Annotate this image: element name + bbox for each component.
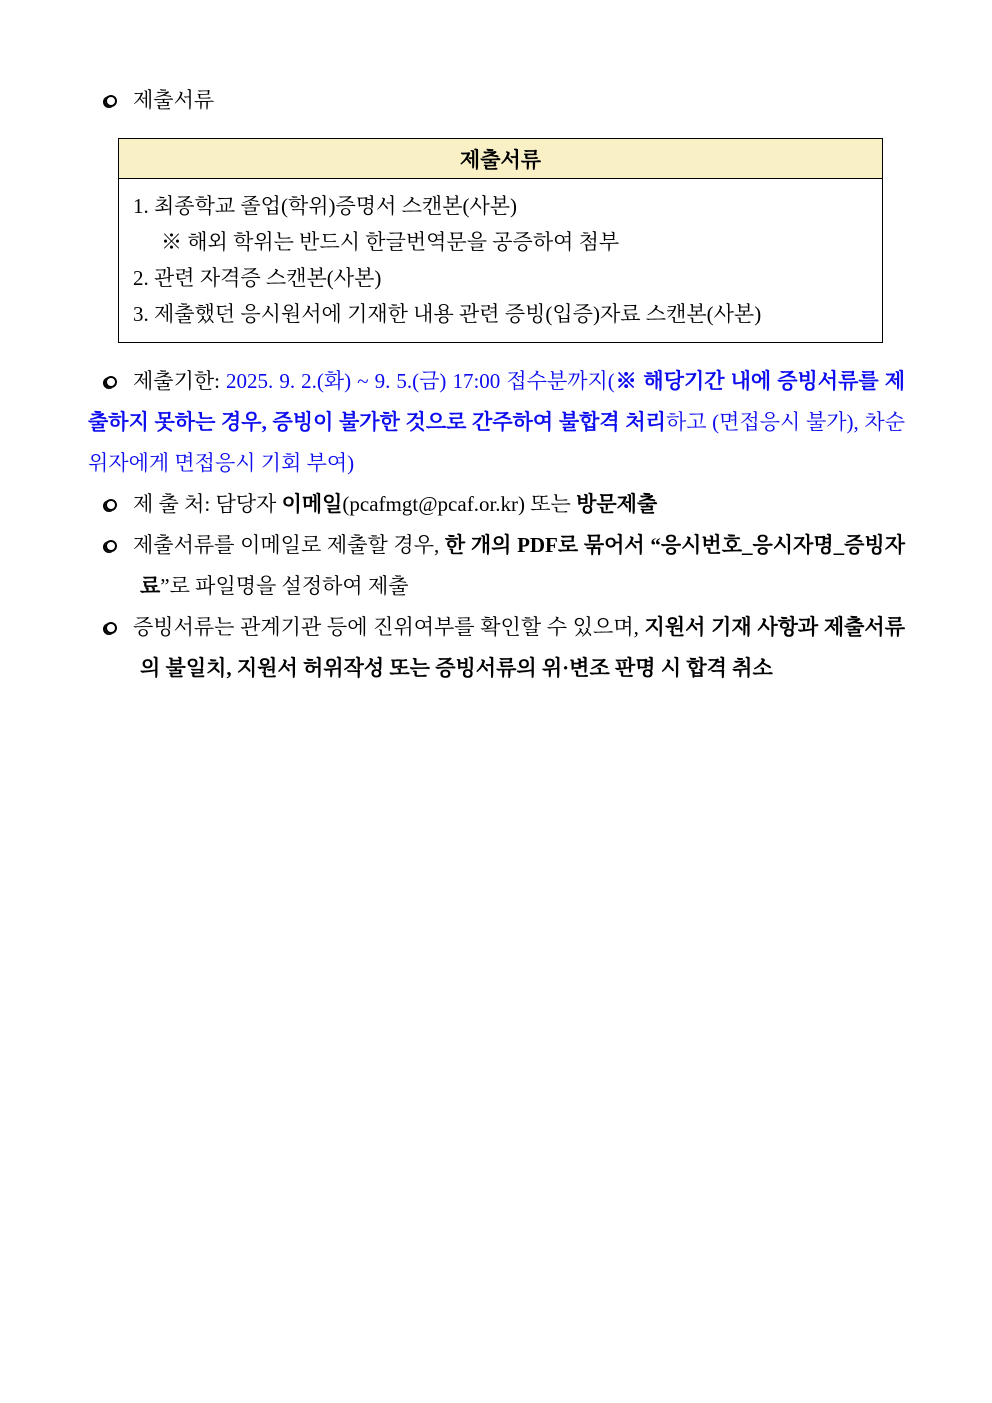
deadline-warning-bold-text: ※ 해당기간 내에 증빙서류를 제출하지 못하는 경우, 증빙이 불가한 것으로 간주하여 불합격 처리 <box>88 369 905 434</box>
document-content <box>0 0 992 689</box>
submission-docs-table <box>118 138 883 343</box>
table-row-note: ※ 해외 학위는 반드시 한글번역문을 공증하여 첨부 <box>161 230 620 254</box>
table-header-cell: 제출서류 <box>119 139 883 179</box>
table-body-cell <box>119 179 883 343</box>
deadline-date-text: 2025. 9. 2.(화) ~ 9. 5.(금) 17:00 접수분까지( <box>226 369 615 393</box>
circle-bullet-icon <box>105 499 117 511</box>
deadline-label: 제출기한: <box>133 369 227 393</box>
submit-to-label: 제 출 처: 담당자 <box>133 492 282 516</box>
pdf-naming-intro: 제출서류를 이메일로 제출할 경우, <box>133 533 445 557</box>
submit-email-bold: 이메일 <box>281 492 343 516</box>
submit-email-address: (pcafmgt@pcaf.or.kr) 또는 <box>342 492 577 516</box>
verification-intro: 증빙서류는 관계기관 등에 진위여부를 확인할 수 있으며, <box>133 615 645 639</box>
pdf-naming-bold: 한 개의 PDF로 묶어서 “응시번호_응시자명_증빙자료 <box>140 533 905 598</box>
section-heading-submission-docs <box>88 86 905 114</box>
deadline-warning-text: 하고 (면접응시 불가), 차순위자에게 면접응시 기회 부여) <box>88 410 905 475</box>
verification-paragraph <box>88 607 905 689</box>
table-row: 3. 제출했던 응시원서에 기재한 내용 관련 증빙(입증)자료 스캔본(사본) <box>133 302 762 326</box>
table-row: 1. 최종학교 졸업(학위)증명서 스캔본(사본) <box>133 194 518 218</box>
submit-visit-bold: 방문제출 <box>576 492 658 516</box>
section-heading-label: 제출서류 <box>133 88 215 112</box>
table-body-row <box>119 179 883 343</box>
pdf-naming-paragraph <box>88 525 905 607</box>
circle-bullet-icon <box>105 376 117 388</box>
table-header-row <box>119 139 883 179</box>
submission-deadline-paragraph <box>88 361 905 484</box>
table-row: 2. 관련 자격증 스캔본(사본) <box>133 266 382 290</box>
verification-warning-bold: 지원서 기재 사항과 제출서류의 불일치, 지원서 허위작성 또는 증빙서류의 위·변조 판명 시 합격 취소 <box>140 615 905 680</box>
circle-bullet-icon <box>105 95 117 107</box>
pdf-naming-rest: ”로 파일명을 설정하여 제출 <box>160 574 409 598</box>
submit-to-paragraph <box>88 484 905 525</box>
circle-bullet-icon <box>105 622 117 634</box>
circle-bullet-icon <box>105 540 117 552</box>
